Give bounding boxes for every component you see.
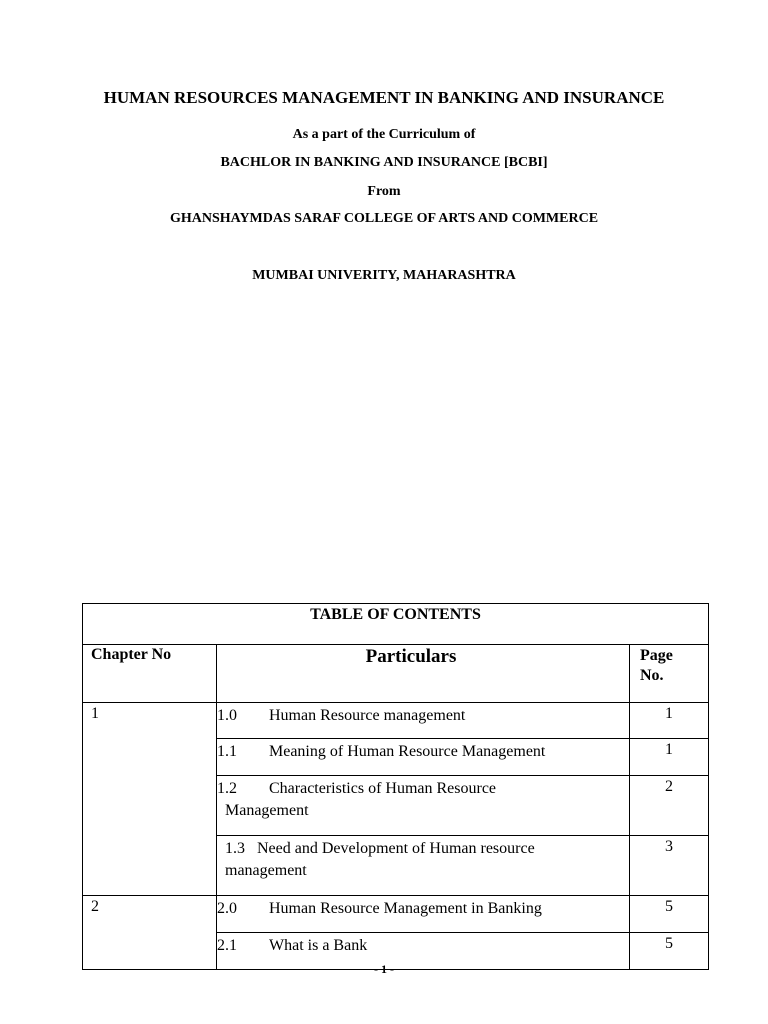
table-row	[83, 703, 709, 739]
from-line: From	[367, 184, 401, 199]
page-number: 5	[630, 896, 709, 933]
college-line: GHANSHAYMDAS SARAF COLLEGE OF ARTS AND COMMERCE	[169, 211, 599, 226]
curriculum-line: As a part of the Curriculum of	[292, 127, 476, 142]
table-of-contents	[82, 603, 709, 970]
particular: 1.3 Need and Development of Human resource management	[217, 836, 630, 896]
particular: 1.1 Meaning of Human Resource Management	[217, 739, 630, 776]
particular: 1.0 Human Resource management	[217, 703, 630, 739]
page-number: 1	[630, 703, 709, 739]
table-row	[83, 776, 709, 836]
column-header-particulars: Particulars	[217, 645, 630, 703]
particular: 1.2 Characteristics of Human Resource Management	[217, 776, 630, 836]
particular: 2.0 Human Resource Management in Banking	[217, 896, 630, 933]
chapter-number	[83, 739, 217, 776]
toc-heading: TABLE OF CONTENTS	[83, 604, 709, 645]
table-row	[83, 836, 709, 896]
document-title: HUMAN RESOURCES MANAGEMENT IN BANKING AND INSURANCE	[103, 88, 665, 107]
page-number: 3	[630, 836, 709, 896]
page-number: 2	[630, 776, 709, 836]
chapter-number	[83, 836, 217, 896]
column-header-chapter: Chapter No	[83, 645, 217, 703]
degree-line: BACHLOR IN BANKING AND INSURANCE [BCBI]	[220, 155, 548, 170]
chapter-number: 1	[83, 703, 217, 739]
page-number: 1	[630, 739, 709, 776]
page-footer-number: - 1 -	[374, 962, 394, 976]
particular: 2.1 What is a Bank	[217, 933, 630, 970]
page-number: 5	[630, 933, 709, 970]
university-line: MUMBAI UNIVERITY, MAHARASHTRA	[252, 268, 516, 283]
table-row	[83, 896, 709, 933]
toc-header-row	[83, 645, 709, 703]
chapter-number	[83, 776, 217, 836]
column-header-page: Page No.	[630, 645, 709, 703]
table-row	[83, 739, 709, 776]
chapter-number: 2	[83, 896, 217, 933]
